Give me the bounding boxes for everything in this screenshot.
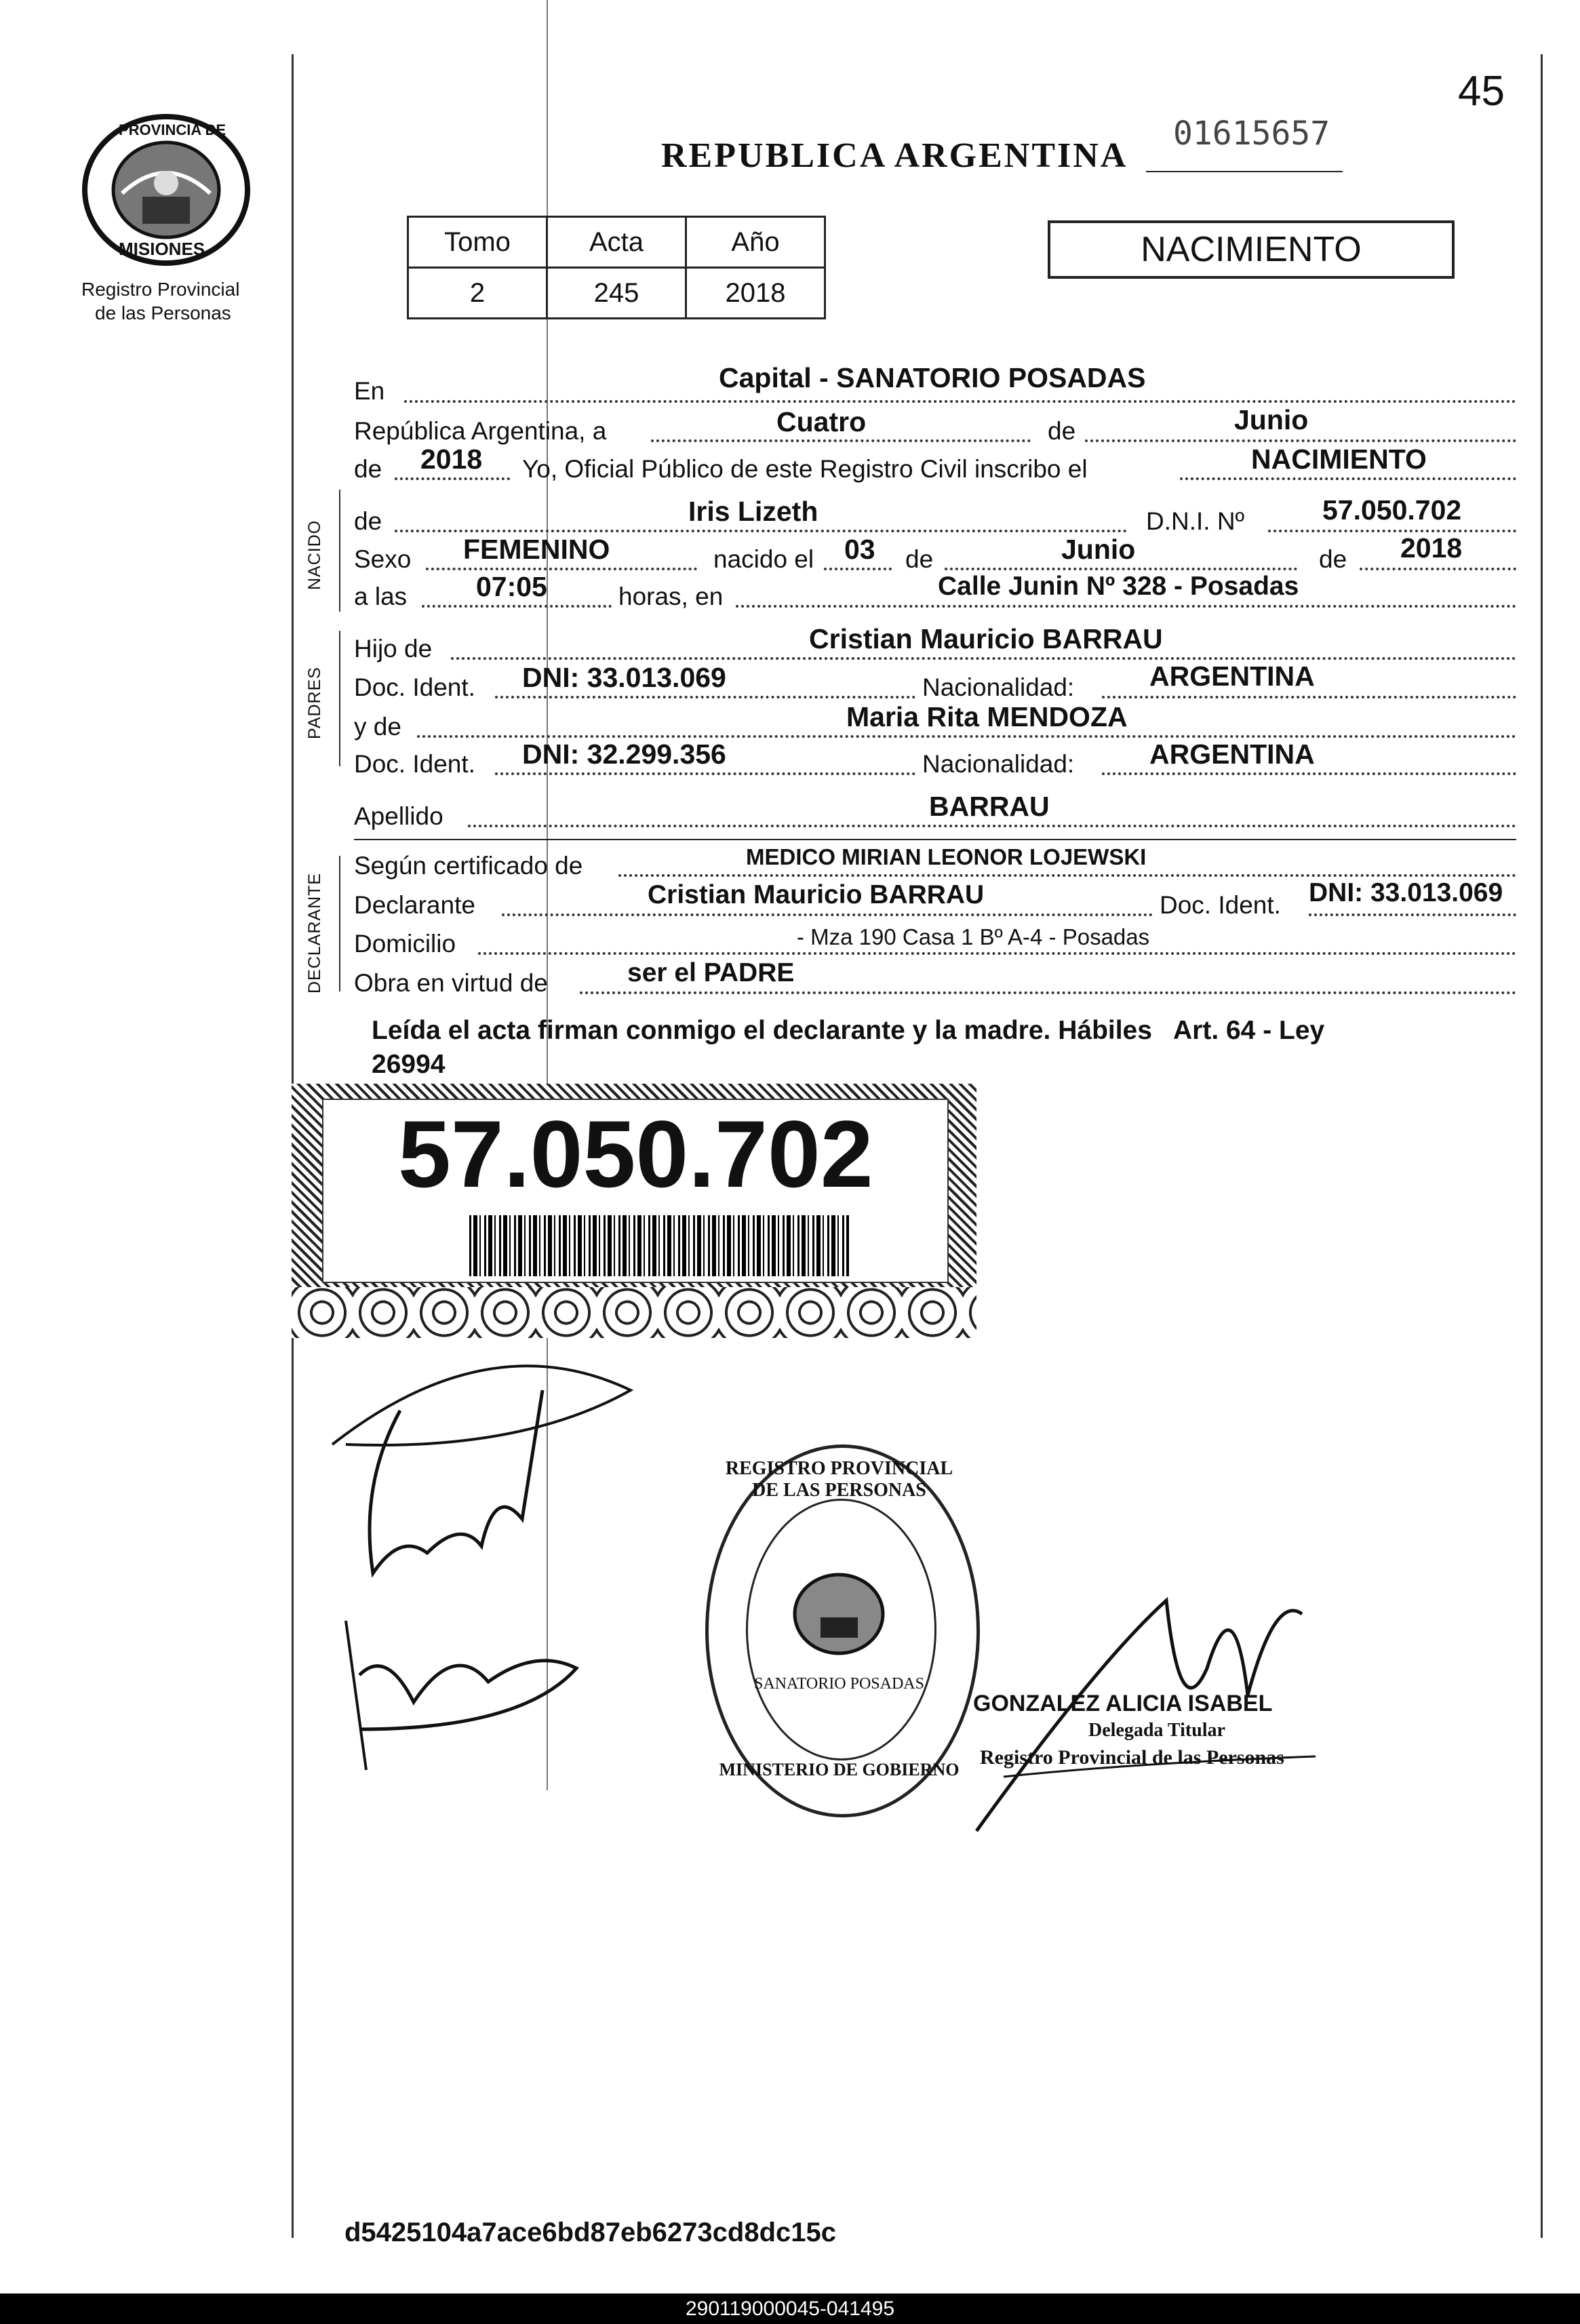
father-doc: DNI: 33.013.069 (522, 662, 726, 693)
dots (417, 735, 1516, 738)
value-acta: 245 (547, 268, 686, 319)
birth-time: 07:05 (476, 571, 547, 602)
sexo-label: Sexo (354, 545, 412, 573)
document-hash: d5425104a7ace6bd87eb6273cd8dc15c (344, 2218, 836, 2247)
de-label-2: de (905, 545, 934, 573)
closing-line-2: 26994 (372, 1050, 446, 1079)
de-label-3: de (1319, 545, 1347, 573)
registry-name-line2: de las Personas (95, 302, 231, 323)
dni-label: D.N.I. Nº (1146, 507, 1245, 535)
domicilio-value: - Mza 190 Casa 1 Bº A-4 - Posadas (797, 924, 1150, 949)
dots (1085, 439, 1516, 442)
day-text: Cuatro (776, 406, 867, 437)
dots (468, 825, 1516, 827)
obra-value: ser el PADRE (627, 958, 795, 987)
mother-nationality-label: Nacionalidad: (922, 750, 1075, 778)
serial-underline (1146, 171, 1343, 172)
cert-value: MEDICO MIRIAN LEONOR LOJEWSKI (746, 844, 1147, 869)
dots (495, 696, 915, 698)
dots (495, 772, 915, 775)
child-name: Iris Lizeth (688, 496, 818, 527)
dots (426, 568, 697, 570)
serial-number: 01615657 (1173, 115, 1330, 153)
cert-label: Según certificado de (354, 852, 583, 880)
dots (451, 657, 1516, 660)
page-number: 45 (1458, 68, 1505, 115)
dots (478, 952, 1516, 955)
record-table (407, 216, 826, 319)
dots (824, 568, 892, 570)
apellido-value: BARRAU (929, 791, 1050, 822)
logo-text-top: PROVINCIA DE (119, 121, 226, 138)
header-acta: Acta (547, 217, 686, 268)
stamp-emblem (790, 1570, 888, 1658)
en-label: En (354, 377, 385, 405)
birth-address: Calle Junin Nº 328 - Posadas (938, 572, 1299, 601)
horas-label: horas, en (618, 583, 724, 610)
republica-label: República Argentina, a (354, 417, 607, 445)
sexo-value: FEMENINO (463, 534, 610, 565)
registry-name-line1: Registro Provincial (81, 279, 240, 300)
declarante-doc-label: Doc. Ident. (1160, 891, 1281, 919)
header-anio: Año (686, 217, 825, 268)
section-bar-nacido (339, 490, 340, 612)
dots (1180, 477, 1516, 480)
child-dni: 57.050.702 (1322, 494, 1462, 526)
nacido-de-label: de (354, 507, 382, 535)
father-name: Cristian Mauricio BARRAU (809, 623, 1163, 654)
official-text: Yo, Oficial Público de este Registro Civil inscribo el (522, 455, 1088, 483)
country-title: REPUBLICA ARGENTINA (661, 136, 1128, 175)
year-value: 2018 (420, 444, 483, 475)
obra-label: Obra en virtud de (354, 969, 548, 997)
month-text: Junio (1234, 404, 1309, 435)
birth-month: Junio (1061, 534, 1136, 565)
father-nationality-label: Nacionalidad: (922, 673, 1075, 701)
signer-role: Delegada Titular (1088, 1720, 1225, 1741)
birth-year: 2018 (1400, 532, 1463, 564)
dots (651, 439, 1031, 442)
father-nationality: ARGENTINA (1149, 661, 1315, 692)
value-anio: 2018 (686, 268, 825, 319)
footer-code: 290119000045-041495 (685, 2298, 895, 2320)
dots (1268, 530, 1516, 532)
document-type-box (1048, 220, 1455, 279)
de2-label: de (354, 455, 382, 483)
section-label-nacido: NACIDO (305, 519, 324, 590)
dots (395, 477, 510, 480)
section-bar-declarante (339, 856, 340, 991)
place-value: Capital - SANATORIO POSADAS (719, 362, 1146, 393)
hijo-de-label: Hijo de (354, 635, 433, 663)
dots (1309, 913, 1516, 916)
section-label-declarante: DECLARANTE (305, 872, 324, 993)
dots (580, 991, 1516, 994)
dots (1102, 696, 1516, 698)
dots (1102, 772, 1516, 775)
section-label-padres: PADRES (305, 667, 324, 739)
declarante-name: Cristian Mauricio BARRAU (648, 880, 985, 909)
section-bar-padres (339, 631, 340, 766)
nacido-el-label: nacido el (713, 545, 814, 573)
mother-doc-label: Doc. Ident. (354, 750, 475, 778)
dots (422, 605, 612, 608)
stamp-inner-text-1: SANATORIO POSADAS (754, 1675, 924, 1693)
dots (618, 874, 1516, 877)
dots (502, 913, 1153, 916)
domicilio-label: Domicilio (354, 930, 456, 958)
value-tomo: 2 (408, 268, 547, 319)
mother-doc: DNI: 32.299.356 (522, 738, 726, 770)
declarante-doc: DNI: 33.013.069 (1309, 878, 1503, 907)
logo-text-bottom: MISIONES (119, 239, 205, 259)
sticker-pattern-row (292, 1287, 976, 1338)
signature-left (319, 1350, 671, 1790)
sticker-barcode (469, 1215, 849, 1276)
dots (404, 400, 1516, 403)
apellido-label: Apellido (354, 802, 443, 830)
dots (395, 530, 1127, 532)
document-type: NACIMIENTO (1141, 230, 1362, 269)
apellido-separator (354, 839, 1516, 840)
dni-sticker (292, 1084, 976, 1338)
dots (736, 605, 1516, 608)
right-margin-line (1541, 54, 1543, 2238)
header-tomo: Tomo (408, 217, 547, 268)
dots (945, 568, 1297, 570)
declarante-label: Declarante (354, 891, 475, 919)
birth-day: 03 (844, 534, 875, 565)
mother-name: Maria Rita MENDOZA (846, 701, 1128, 732)
act-type-value: NACIMIENTO (1251, 444, 1427, 475)
sticker-inner (322, 1099, 949, 1283)
signer-name: GONZALEZ ALICIA ISABEL (973, 1691, 1273, 1716)
y-de-label: y de (354, 713, 401, 741)
footer-bar (0, 2293, 1580, 2324)
sticker-number: 57.050.702 (398, 1101, 873, 1207)
a-las-label: a las (354, 583, 408, 610)
stamp-ring-text: REGISTRO PROVINCIAL DE LAS PERSONAS (725, 1458, 953, 1501)
signer-org: Registro Provincial de las Personas (980, 1746, 1284, 1769)
closing-line-1: Leída el acta firman conmigo el declarante y la madre. Hábiles Art. 64 - Ley (372, 1016, 1325, 1045)
father-doc-label: Doc. Ident. (354, 673, 475, 701)
mother-nationality: ARGENTINA (1149, 738, 1315, 770)
stamp-inner-text-2: MINISTERIO DE GOBIERNO (719, 1760, 960, 1779)
dots (1360, 568, 1516, 570)
de-label: de (1048, 417, 1076, 445)
